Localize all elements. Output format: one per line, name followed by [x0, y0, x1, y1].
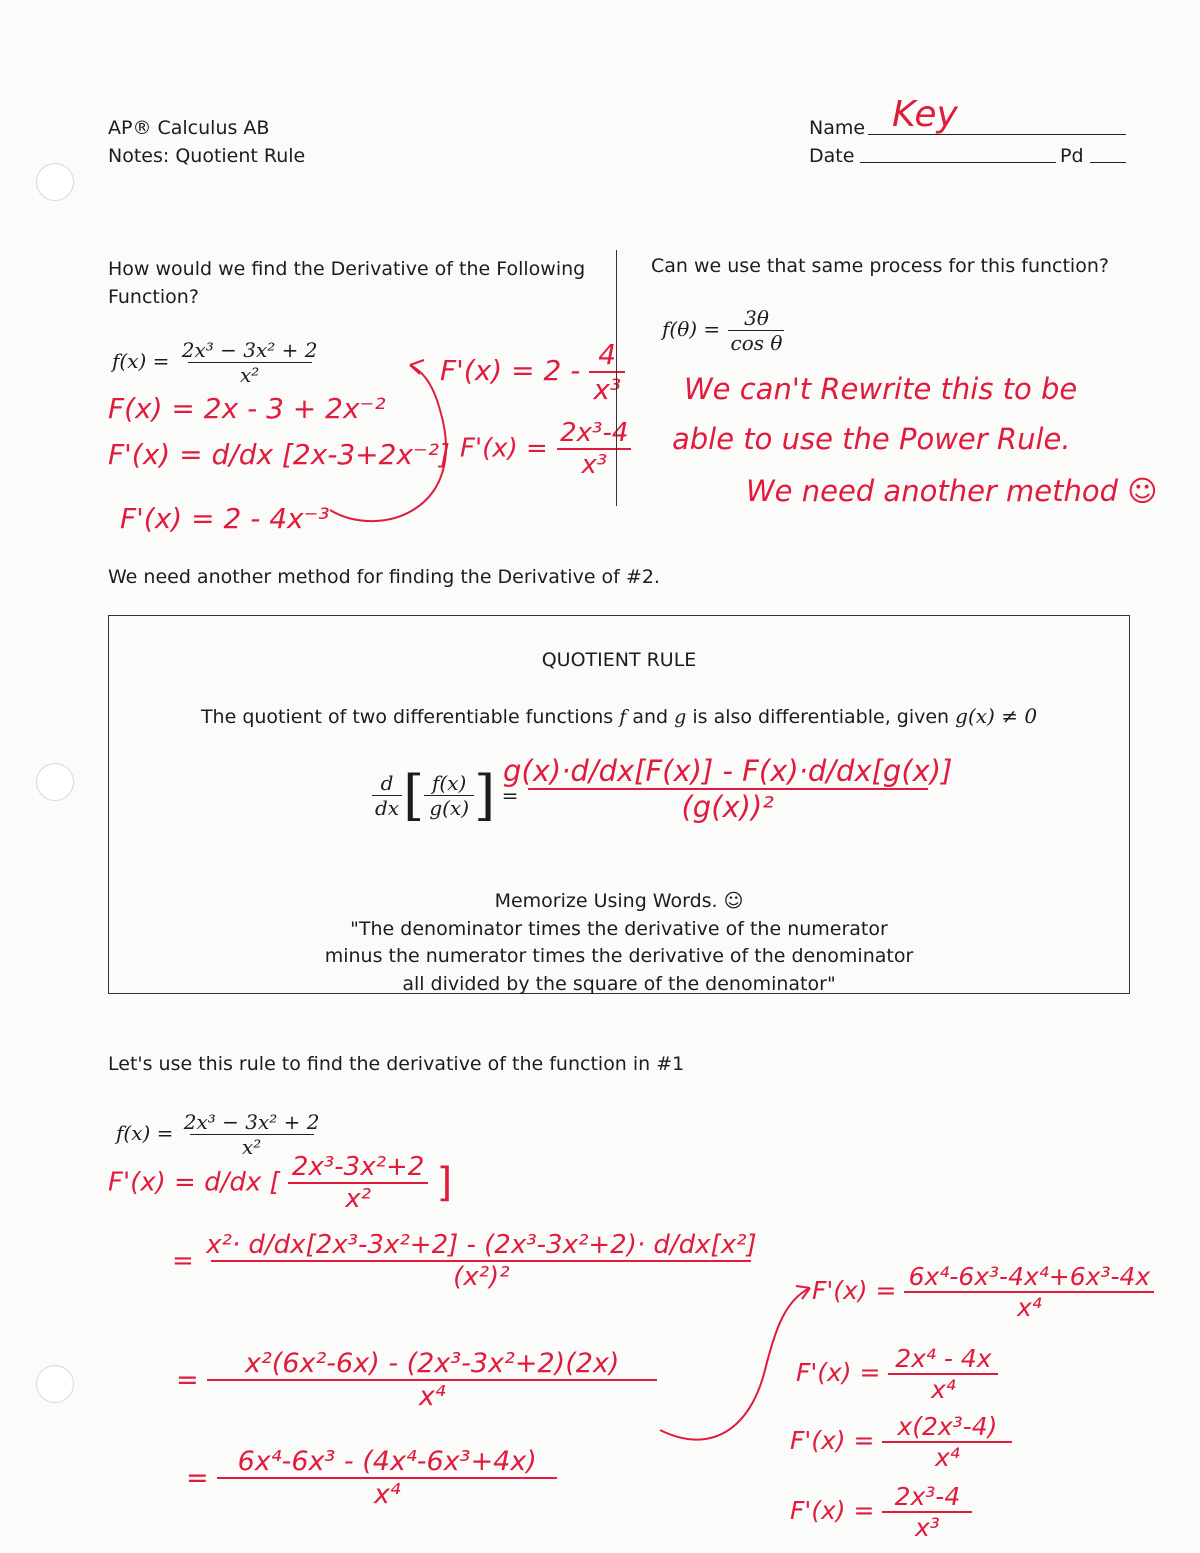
name-label: Name — [809, 117, 866, 139]
example-function-lhs: f(x) = — [116, 1121, 174, 1145]
hw-result-2 — [796, 1344, 998, 1404]
hw-r1-lhs: F'(x) = — [812, 1276, 897, 1305]
hw-alt1-numerator: 4 — [598, 338, 617, 371]
hw-result-3 — [790, 1412, 1012, 1472]
example-function-denominator: x² — [241, 1135, 262, 1159]
hw-alt2-lhs: F'(x) = — [460, 433, 548, 464]
hw-step4-eq: = — [186, 1462, 209, 1494]
period-line — [1090, 162, 1126, 163]
rule-and: and — [632, 706, 669, 728]
hw-r4-lhs: F'(x) = — [790, 1496, 875, 1525]
rule-lhs-d: d — [380, 771, 394, 795]
hw-step3-denominator: x⁴ — [418, 1381, 446, 1412]
hw-r3-lhs: F'(x) = — [790, 1426, 875, 1455]
hw-right-line-1: We can't Rewrite this to be — [684, 372, 1078, 406]
date-line — [860, 162, 1056, 163]
hw-rewrite: F(x) = 2x - 3 + 2x⁻² — [108, 392, 386, 425]
hw-step-1: F'(x) = d/dx [ $\frac{\text{2x³-3x²+2}}{\text{x²}}$ ] — [108, 1152, 453, 1214]
right-function-numerator: 3θ — [744, 306, 769, 330]
hw-step-3 — [176, 1348, 657, 1412]
hw-r2-lhs: F'(x) = — [796, 1358, 881, 1387]
hw-step1-denominator: x² — [345, 1184, 372, 1214]
notes-title: Notes: Quotient Rule — [108, 145, 306, 167]
hw-r3-denominator: x⁴ — [934, 1443, 960, 1472]
date-label: Date — [809, 145, 855, 167]
rule-lhs-denominator: g(x) — [429, 796, 470, 820]
hw-r2-denominator: x⁴ — [930, 1375, 956, 1404]
hw-step4-numerator: 6x⁴-6x³ - (4x⁴-6x³+4x) — [237, 1446, 537, 1477]
hw-alt-result-1 — [440, 338, 625, 406]
rule-title: QUOTIENT RULE — [541, 649, 697, 671]
hw-r1-denominator: x⁴ — [1016, 1293, 1042, 1322]
name-value: Key — [892, 94, 958, 135]
example-function-numerator: 2x³ − 3x² + 2 — [183, 1110, 320, 1134]
hw-rule-numerator: g(x)·d/dx[F(x)] - F(x)·d/dx[g(x)] — [503, 754, 953, 788]
hw-step1-lhs: F'(x) = d/dx [ — [108, 1167, 280, 1198]
hw-r3-numerator: x(2x³-4) — [897, 1412, 998, 1441]
hw-right-line-2: able to use the Power Rule. — [672, 422, 1071, 456]
hw-alt2-denominator: x³ — [581, 450, 608, 480]
left-function-denominator: x² — [239, 363, 260, 387]
hw-alt1-denominator: x³ — [593, 373, 622, 406]
right-function-lhs: f(θ) = — [662, 317, 721, 341]
hw-step2-denominator: (x²)² — [453, 1262, 510, 1292]
example-intro: Let's use this rule to find the derivative of the function in #1 — [108, 1053, 685, 1075]
hw-step3-eq: = — [176, 1364, 199, 1396]
right-question: Can we use that same process for this function? — [651, 255, 1109, 277]
memorize-title: Memorize Using Words. ☺ — [494, 890, 744, 912]
section-divider — [616, 250, 617, 506]
binder-hole-top — [36, 163, 74, 201]
left-question: How would we find the Derivative of the Following Function? — [108, 258, 586, 308]
rule-statement-post: is also differentiable, given — [692, 706, 950, 728]
rule-f-symbol: f — [619, 706, 627, 728]
hw-alt2-numerator: 2x³-4 — [560, 418, 629, 448]
hw-step2-eq: = — [172, 1246, 194, 1276]
rule-condition: g(x) ≠ 0 — [955, 704, 1038, 728]
left-function-lhs: f(x) = — [112, 349, 170, 373]
rule-statement — [109, 704, 1129, 728]
rule-lhs-dx: dx — [375, 796, 400, 820]
memorize-line-2: minus the numerator times the derivative of the denominator — [324, 945, 914, 967]
rule-statement-pre: The quotient of two differentiable functions — [200, 706, 614, 728]
hw-step-4 — [186, 1446, 557, 1510]
memorize-line-3: all divided by the square of the denominator" — [402, 972, 836, 995]
memorize-line-1: "The denominator times the derivative of the numerator — [350, 917, 888, 940]
hw-r4-denominator: x³ — [914, 1513, 940, 1542]
hw-step3-numerator: x²(6x²-6x) - (2x³-3x²+2)(2x) — [244, 1348, 620, 1379]
hw-derivative-result: F'(x) = 2 - 4x⁻³ — [120, 502, 330, 535]
binder-hole-bottom — [36, 1365, 74, 1403]
hw-result-4 — [790, 1482, 972, 1542]
hw-r2-numerator: 2x⁴ - 4x — [895, 1344, 992, 1373]
hw-result-1 — [812, 1262, 1154, 1322]
rule-equals: = — [501, 783, 519, 808]
period-label: Pd — [1060, 145, 1084, 167]
right-function-denominator: cos θ — [730, 331, 783, 355]
hw-step2-numerator: x²· d/dx[2x³-3x²+2] - (2x³-3x²+2)· d/dx[x²] — [206, 1230, 757, 1260]
hw-step1-numerator: 2x³-3x²+2 — [291, 1152, 425, 1182]
course-title: AP® Calculus AB — [108, 117, 270, 139]
hw-r1-numerator: 6x⁴-6x³-4x⁴+6x³-4x — [908, 1262, 1151, 1291]
hw-step4-denominator: x⁴ — [373, 1479, 401, 1510]
hw-alt-result-2 — [460, 418, 632, 480]
rule-lhs: $\frac{d}{dx}$ [ $\frac{f(x)}{g(x)}$ ] = — [371, 764, 518, 827]
hw-derivative-setup: F'(x) = d/dx [2x-3+2x⁻²] — [108, 438, 450, 471]
left-function-numerator: 2x³ − 3x² + 2 — [181, 338, 318, 362]
right-function — [662, 306, 786, 355]
hw-rule-rhs — [499, 754, 956, 824]
hw-curved-arrow — [320, 340, 460, 530]
hw-right-line-3: We need another method ☺ — [746, 474, 1158, 508]
rule-g-symbol: g — [674, 706, 687, 728]
hw-rule-denominator: (g(x))² — [681, 790, 774, 824]
binder-hole-middle — [36, 763, 74, 801]
rule-lhs-numerator: f(x) — [432, 771, 467, 795]
memorize-block — [109, 888, 1129, 998]
left-function — [112, 338, 321, 387]
hw-r4-numerator: 2x³-4 — [894, 1482, 961, 1511]
hw-alt1-lhs: F'(x) = 2 - — [440, 354, 581, 387]
transition-text: We need another method for finding the Derivative of #2. — [108, 566, 660, 588]
quotient-rule-box — [108, 615, 1130, 994]
